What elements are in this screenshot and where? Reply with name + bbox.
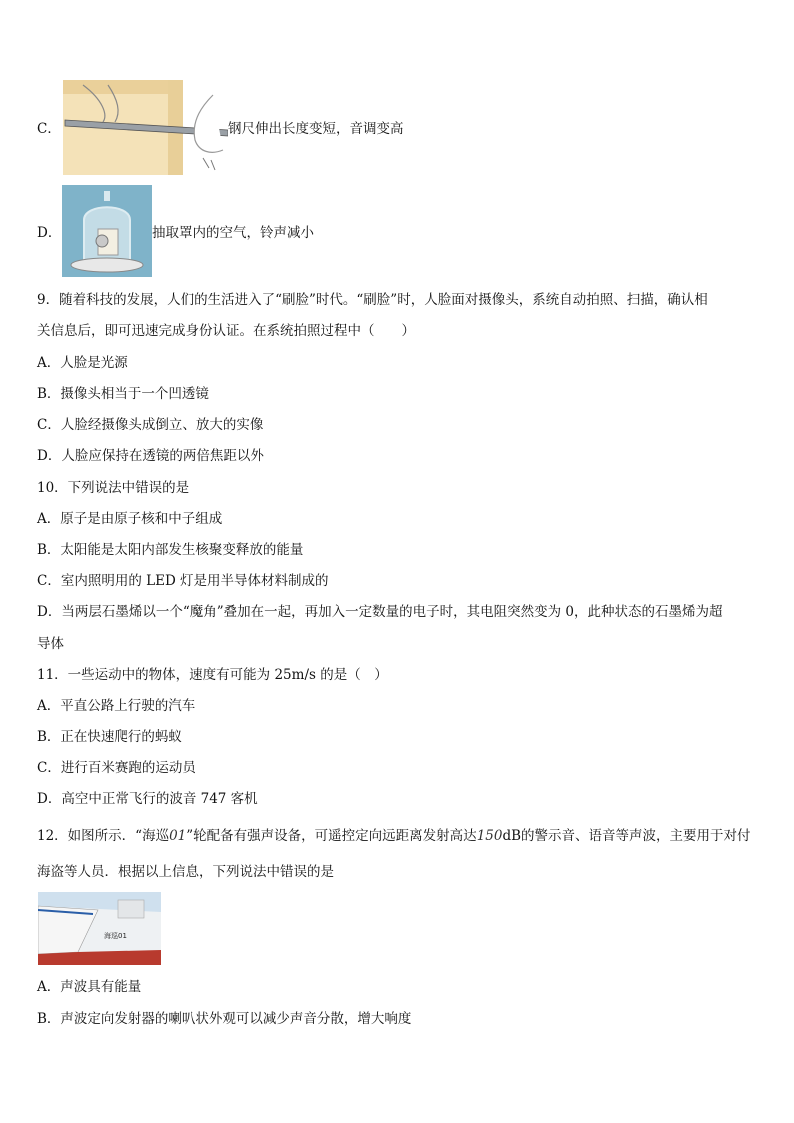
- q11-stem: 11．一些运动中的物体，速度有可能为 25m/s 的是（ ）: [37, 667, 388, 683]
- q12-option-b: B．声波定向发射器的喇叭状外观可以减少声音分散，增大响度: [37, 1011, 412, 1027]
- q8-option-d-text: 抽取罩内的空气，铃声减小: [152, 225, 314, 241]
- q10-option-c: C．室内照明用的 LED 灯是用半导体材料制成的: [37, 573, 329, 589]
- q12-stem-italic-01: 01: [169, 828, 187, 844]
- ship-figure: [38, 892, 161, 965]
- q11-option-b: B．正在快速爬行的蚂蚁: [37, 729, 182, 745]
- q9-stem-line1: 9．随着科技的发展，人们的生活进入了“刷脸”时代。“刷脸”时，人脸面对摄像头，系统自动拍照、扫描，确认相: [37, 292, 708, 308]
- q9-option-a: A．人脸是光源: [37, 355, 128, 371]
- q11-option-a: A．平直公路上行驶的汽车: [37, 698, 196, 714]
- q12-stem-part2: ”轮配备有强声设备，可遥控定向远距离发射高达: [186, 828, 477, 844]
- q9-option-c: C．人脸经摄像头成倒立、放大的实像: [37, 417, 264, 433]
- q12-stem-part3: dB的警示音、语音等声波，主要用于对付: [502, 828, 751, 844]
- ruler-figure: [63, 80, 228, 175]
- q10-option-a: A．原子是由原子核和中子组成: [37, 511, 223, 527]
- q10-option-d-line2: 导体: [37, 636, 64, 652]
- q12-stem-line1: [37, 827, 751, 845]
- q8-option-c-letter: C．: [37, 121, 61, 137]
- q8-option-d-letter: D．: [37, 225, 62, 241]
- q12-stem-italic-150: 150: [476, 828, 503, 844]
- q12-option-a: A．声波具有能量: [37, 979, 142, 995]
- q8-option-c-text: 钢尺伸出长度变短，音调变高: [228, 121, 404, 137]
- q9-stem-line2: 关信息后，即可迅速完成身份认证。在系统拍照过程中（ ）: [37, 323, 415, 339]
- q11-option-c: C．进行百米赛跑的运动员: [37, 760, 196, 776]
- q12-stem-line2: 海盗等人员．根据以上信息，下列说法中错误的是: [37, 864, 334, 880]
- ship-hull-label: 海巡01: [104, 932, 127, 940]
- q11-option-d: D．高空中正常飞行的波音 747 客机: [37, 791, 258, 807]
- q12-stem-part1: 12．如图所示．“海巡: [37, 828, 170, 844]
- q10-option-b: B．太阳能是太阳内部发生核聚变释放的能量: [37, 542, 304, 558]
- q10-stem: 10．下列说法中错误的是: [37, 480, 190, 496]
- q10-option-d-line1: D．当两层石墨烯以一个“魔角”叠加在一起，再加入一定数量的电子时，其电阻突然变为 0，此种状态的石墨烯为超: [37, 604, 723, 620]
- q9-option-b: B．摄像头相当于一个凹透镜: [37, 386, 209, 402]
- q9-option-d: D．人脸应保持在透镜的两倍焦距以外: [37, 448, 264, 464]
- bell-jar-figure: [62, 185, 152, 277]
